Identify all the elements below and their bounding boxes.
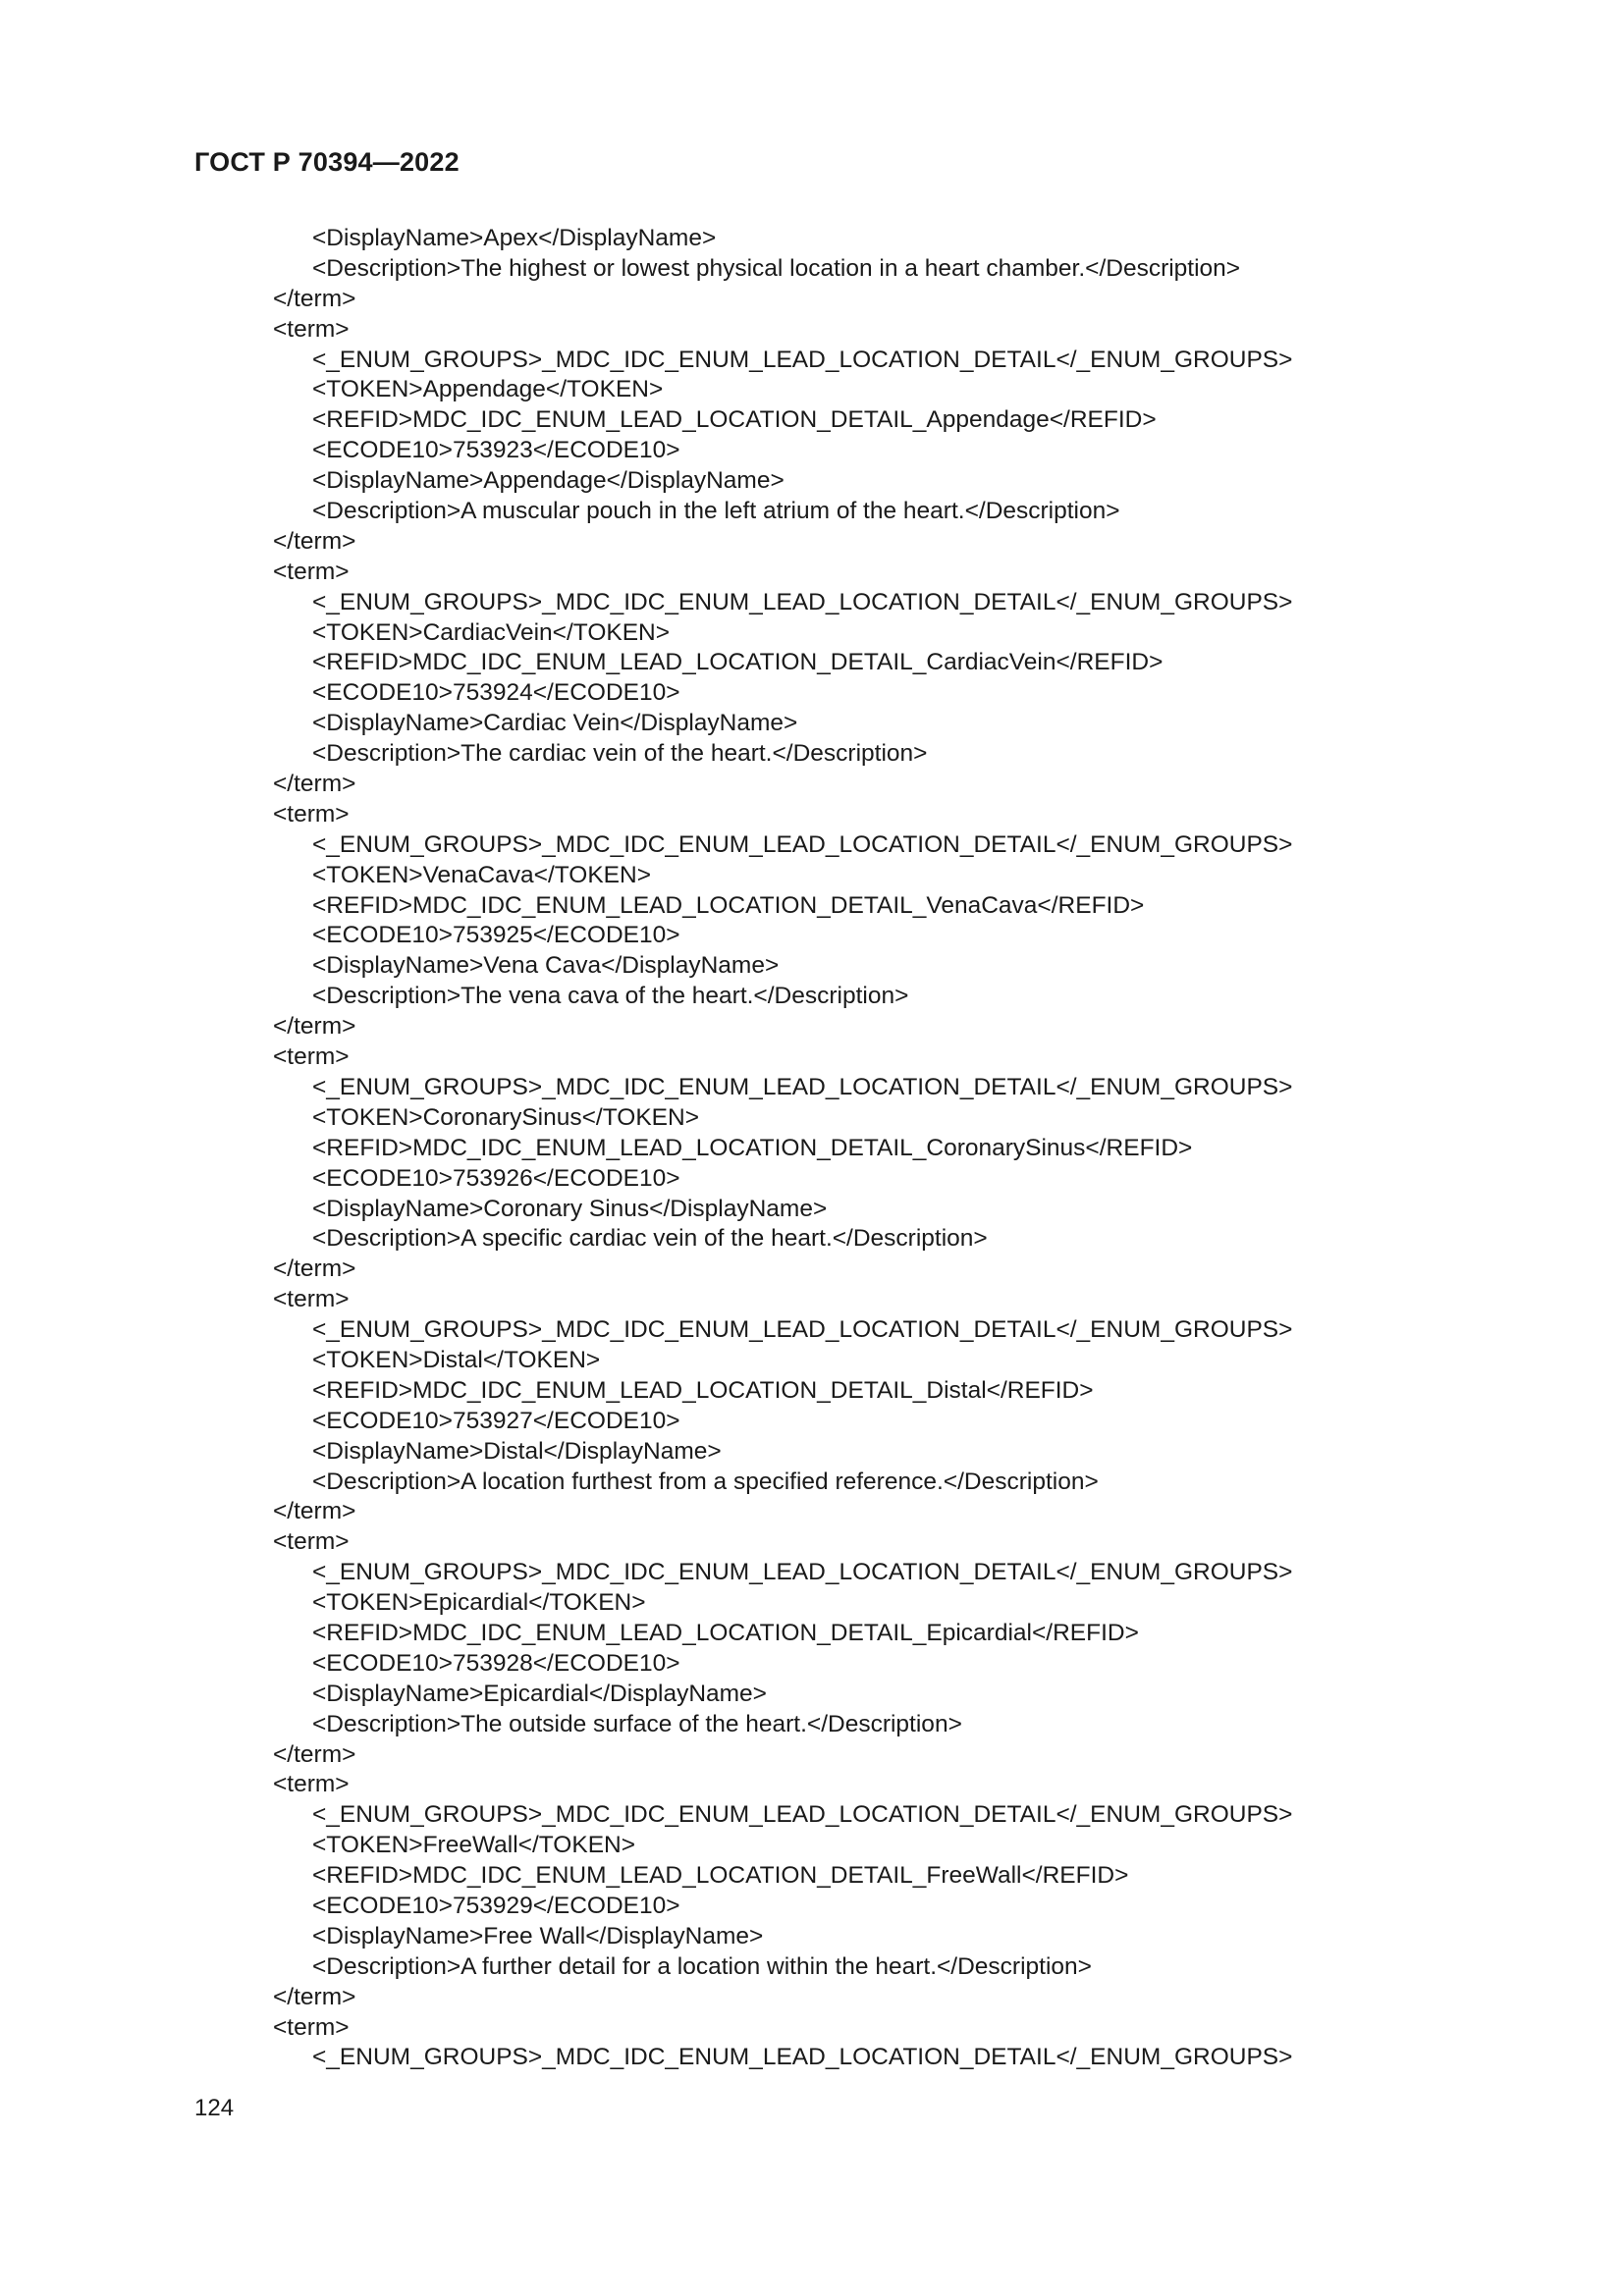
code-line: <term> <box>273 1043 350 1071</box>
code-line: </term> <box>273 1498 356 1525</box>
code-line: <_ENUM_GROUPS>_MDC_IDC_ENUM_LEAD_LOCATION_DETAIL</_ENUM_GROUPS> <box>312 1073 1293 1100</box>
code-line: <Description>The highest or lowest physical location in a heart chamber.</Description> <box>312 254 1241 282</box>
code-line: </term> <box>273 1255 356 1283</box>
code-line: <_ENUM_GROUPS>_MDC_IDC_ENUM_LEAD_LOCATION_DETAIL</_ENUM_GROUPS> <box>312 346 1293 373</box>
code-line: <DisplayName>Apex</DisplayName> <box>312 225 717 251</box>
code-line: <Description>A muscular pouch in the left atrium of the heart.</Description> <box>312 498 1120 525</box>
code-line: <_ENUM_GROUPS>_MDC_IDC_ENUM_LEAD_LOCATION_DETAIL</_ENUM_GROUPS> <box>312 1559 1293 1586</box>
code-line: <Description>A further detail for a location within the heart.</Description> <box>312 1952 1092 1980</box>
code-line: <ECODE10>753928</ECODE10> <box>312 1649 680 1677</box>
code-line: </term> <box>273 527 356 555</box>
code-line: <TOKEN>Epicardial</TOKEN> <box>312 1589 646 1617</box>
code-line: <term> <box>273 315 350 343</box>
code-line: <Description>The cardiac vein of the heart.</Description> <box>312 740 928 768</box>
code-line: <REFID>MDC_IDC_ENUM_LEAD_LOCATION_DETAIL_Epicardial</REFID> <box>312 1619 1139 1646</box>
code-line: <DisplayName>Distal</DisplayName> <box>312 1437 722 1465</box>
code-line: <ECODE10>753926</ECODE10> <box>312 1164 680 1192</box>
code-line: <Description>A specific cardiac vein of the heart.</Description> <box>312 1225 988 1253</box>
code-line: <TOKEN>CardiacVein</TOKEN> <box>312 618 671 646</box>
code-line: <DisplayName>Vena Cava</DisplayName> <box>312 952 780 980</box>
code-line: <_ENUM_GROUPS>_MDC_IDC_ENUM_LEAD_LOCATION_DETAIL</_ENUM_GROUPS> <box>312 830 1293 858</box>
code-line: <REFID>MDC_IDC_ENUM_LEAD_LOCATION_DETAIL_CardiacVein</REFID> <box>312 649 1164 676</box>
code-line: <ECODE10>753923</ECODE10> <box>312 437 680 464</box>
code-line: <DisplayName>Epicardial</DisplayName> <box>312 1680 767 1707</box>
code-line: <_ENUM_GROUPS>_MDC_IDC_ENUM_LEAD_LOCATION_DETAIL</_ENUM_GROUPS> <box>312 1316 1293 1344</box>
code-line: </term> <box>273 1983 356 2010</box>
code-line: <REFID>MDC_IDC_ENUM_LEAD_LOCATION_DETAIL_FreeWall</REFID> <box>312 1862 1129 1890</box>
page-number: 124 <box>194 2095 235 2121</box>
code-line: <DisplayName>Coronary Sinus</DisplayName> <box>312 1195 828 1222</box>
code-line: <term> <box>273 800 350 828</box>
code-line: <Description>The outside surface of the heart.</Description> <box>312 1710 962 1737</box>
code-line: <TOKEN>Distal</TOKEN> <box>312 1346 601 1373</box>
code-line: <ECODE10>753924</ECODE10> <box>312 679 680 707</box>
code-line: <ECODE10>753927</ECODE10> <box>312 1407 680 1434</box>
code-line: <DisplayName>Appendage</DisplayName> <box>312 467 785 495</box>
code-line: <term> <box>273 1771 350 1798</box>
code-line: <_ENUM_GROUPS>_MDC_IDC_ENUM_LEAD_LOCATION_DETAIL</_ENUM_GROUPS> <box>312 1801 1293 1829</box>
code-line: <ECODE10>753929</ECODE10> <box>312 1892 680 1919</box>
code-line: <Description>The vena cava of the heart.</Description> <box>312 983 909 1010</box>
code-line: <TOKEN>FreeWall</TOKEN> <box>312 1832 636 1859</box>
code-line: </term> <box>273 285 356 312</box>
code-line: <REFID>MDC_IDC_ENUM_LEAD_LOCATION_DETAIL_Appendage</REFID> <box>312 406 1157 434</box>
code-line: </term> <box>273 1013 356 1041</box>
xml-code-listing <box>273 224 1549 2073</box>
code-line: <TOKEN>CoronarySinus</TOKEN> <box>312 1103 699 1131</box>
document-header: ГОСТ Р 70394—2022 <box>194 147 460 177</box>
code-line: <term> <box>273 1528 350 1556</box>
code-line: <term> <box>273 558 350 585</box>
code-line: </term> <box>273 771 356 798</box>
code-line: <Description>A location furthest from a specified reference.</Description> <box>312 1468 1099 1495</box>
code-line: <TOKEN>VenaCava</TOKEN> <box>312 861 652 888</box>
code-line: <term> <box>273 2013 350 2041</box>
code-line: <REFID>MDC_IDC_ENUM_LEAD_LOCATION_DETAIL_Distal</REFID> <box>312 1376 1094 1404</box>
code-line: <REFID>MDC_IDC_ENUM_LEAD_LOCATION_DETAIL_VenaCava</REFID> <box>312 891 1145 919</box>
code-line: </term> <box>273 1740 356 1768</box>
code-line: <REFID>MDC_IDC_ENUM_LEAD_LOCATION_DETAIL_CoronarySinus</REFID> <box>312 1134 1193 1161</box>
code-line: <term> <box>273 1286 350 1313</box>
code-line: <_ENUM_GROUPS>_MDC_IDC_ENUM_LEAD_LOCATION_DETAIL</_ENUM_GROUPS> <box>312 588 1293 615</box>
code-line: <DisplayName>Cardiac Vein</DisplayName> <box>312 710 798 737</box>
code-line: <ECODE10>753925</ECODE10> <box>312 922 680 949</box>
code-line: <DisplayName>Free Wall</DisplayName> <box>312 1922 764 1949</box>
code-line: <TOKEN>Appendage</TOKEN> <box>312 376 664 403</box>
code-line: <_ENUM_GROUPS>_MDC_IDC_ENUM_LEAD_LOCATION_DETAIL</_ENUM_GROUPS> <box>312 2044 1293 2071</box>
